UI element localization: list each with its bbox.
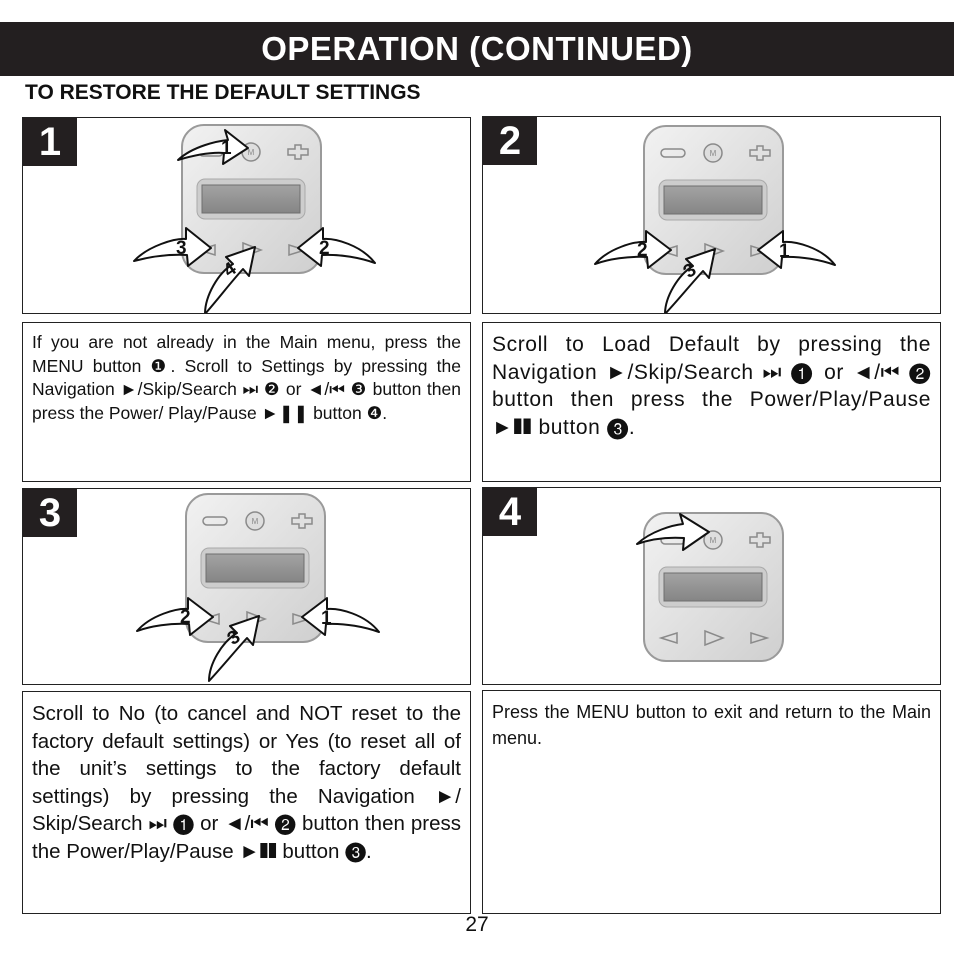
callout-label-2: 2: [637, 240, 648, 261]
callout-label-1: 1: [221, 138, 232, 159]
callout-label-1: 1: [321, 608, 332, 629]
callout-arrows: [483, 117, 941, 314]
callout-label-2: 2: [180, 607, 191, 628]
step-1-instructions: If you are not already in the Main menu, press the MENU button ❶. Scroll to Settings by pressing the Navigation ►/Skip/Search ⏭ ❷ or ◄/⏮ ❸ button then press the Power/ Play/Pause ►❚❚ button ❹.: [22, 322, 471, 482]
step-1-illustration-panel: [22, 117, 471, 314]
header-bar: [0, 22, 954, 76]
step-3-badge: 3: [23, 489, 77, 537]
callout-arrow-1: [758, 231, 835, 268]
callout-label-3: 3: [176, 238, 187, 259]
callout-arrows: [23, 118, 471, 314]
callout-label-2: 2: [319, 238, 330, 259]
step-2-illustration-panel: [482, 116, 941, 314]
menu-button-label: M: [709, 149, 717, 158]
callout-arrows: [23, 489, 471, 685]
menu-button-label: M: [247, 148, 255, 157]
step-4-instructions: Press the MENU button to exit and return to the Main menu.: [482, 690, 941, 914]
step-3-instructions: Scroll to No (to cancel and NOT reset to the factory default settings) or Yes (to reset all of the unit’s settings to the factory default settings) by pressing the Navigation ►/ Skip/Search ⏭ ❶ or ◄/⏮ ❷ button then press the Power/Play/Pause ►❚❚ button ❸.: [22, 691, 471, 914]
callout-arrow-2: [595, 231, 671, 268]
step-3-illustration-panel: [22, 488, 471, 685]
section-title: TO RESTORE THE DEFAULT SETTINGS: [25, 81, 421, 104]
callout-label-1: 1: [779, 241, 790, 262]
callout-label-3: 3: [679, 259, 701, 283]
callout-arrow-2: [298, 228, 375, 266]
callout-arrows: [483, 488, 941, 685]
callout-label-3: 3: [223, 626, 245, 650]
callout-arrow-menu: [637, 514, 709, 550]
step-2-instructions: Scroll to Load Default by pressing the Navigation ►/Skip/Search ⏭ ❶ or ◄/⏮ ❷ button then press the Power/Play/Pause ►❚❚ button ❸.: [482, 322, 941, 482]
step-1-badge: 1: [23, 118, 77, 166]
menu-button-label: M: [709, 536, 717, 545]
callout-arrow-1: [178, 130, 248, 164]
page-title: OPERATION (CONTINUED): [261, 30, 693, 67]
callout-label-4: 4: [219, 258, 241, 282]
callout-arrow-3: [134, 228, 211, 266]
step-4-badge: 4: [483, 488, 537, 536]
menu-button-label: M: [251, 517, 259, 526]
step-4-illustration-panel: [482, 487, 941, 685]
callout-arrow-1: [302, 598, 379, 635]
step-2-badge: 2: [483, 117, 537, 165]
page-number: 27: [465, 913, 489, 936]
callout-arrow-2: [137, 598, 213, 635]
